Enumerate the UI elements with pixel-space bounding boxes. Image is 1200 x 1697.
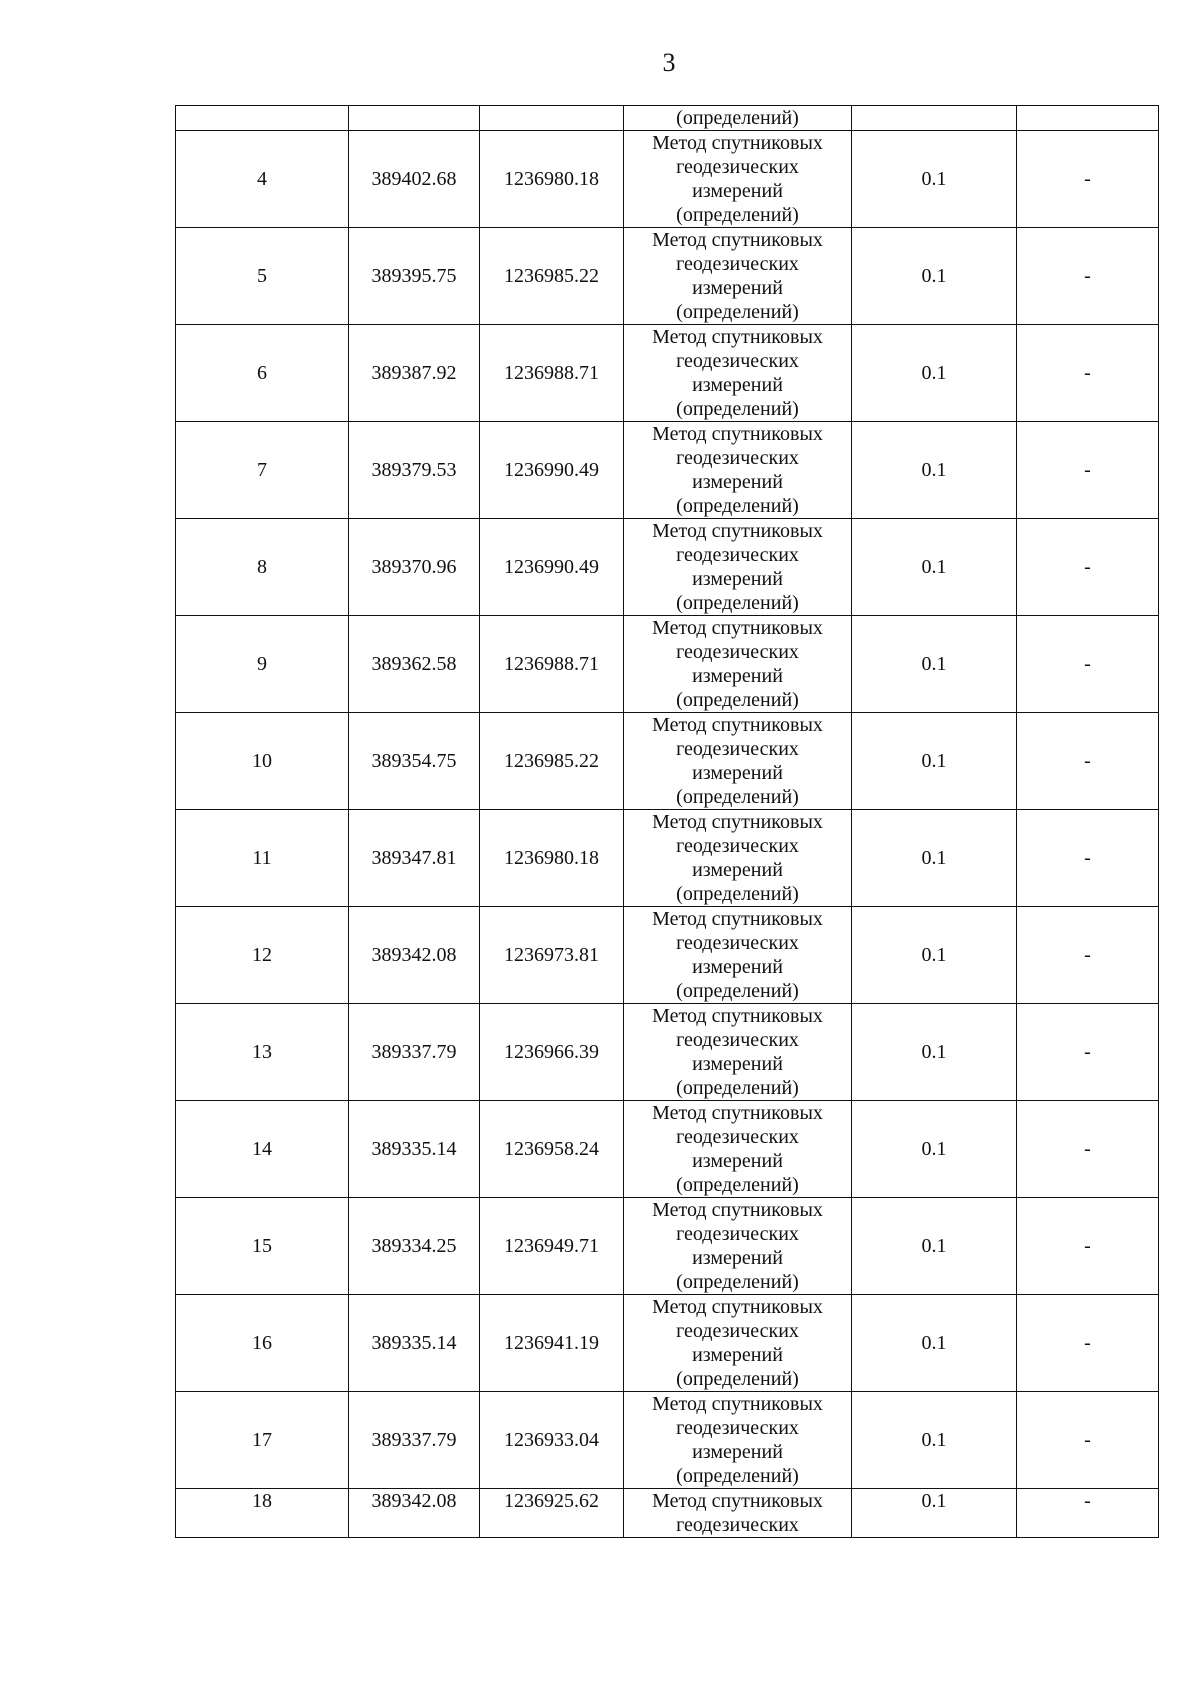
note-cell: - (1017, 228, 1159, 325)
point-cell (176, 106, 349, 131)
point-cell: 8 (176, 519, 349, 616)
method-cell: Метод спутниковых геодезических (624, 1489, 852, 1538)
note-cell: - (1017, 519, 1159, 616)
accuracy-cell: 0.1 (852, 131, 1017, 228)
x-cell: 389334.25 (349, 1198, 480, 1295)
x-cell: 389379.53 (349, 422, 480, 519)
method-cell: Метод спутниковых геодезических измерений (определений) (624, 1392, 852, 1489)
y-cell: 1236988.71 (480, 616, 624, 713)
x-cell: 389335.14 (349, 1101, 480, 1198)
accuracy-cell: 0.1 (852, 1392, 1017, 1489)
method-cell: Метод спутниковых геодезических измерений (определений) (624, 1295, 852, 1392)
y-cell: 1236941.19 (480, 1295, 624, 1392)
note-cell: - (1017, 131, 1159, 228)
point-cell: 15 (176, 1198, 349, 1295)
table-row (176, 616, 1159, 713)
accuracy-cell: 0.1 (852, 616, 1017, 713)
method-cell: Метод спутниковых геодезических измерений (определений) (624, 519, 852, 616)
accuracy-cell: 0.1 (852, 519, 1017, 616)
y-cell: 1236990.49 (480, 422, 624, 519)
x-cell: 389337.79 (349, 1004, 480, 1101)
y-cell: 1236966.39 (480, 1004, 624, 1101)
x-cell: 389387.92 (349, 325, 480, 422)
table-row (176, 1101, 1159, 1198)
note-cell: - (1017, 1392, 1159, 1489)
x-cell: 389347.81 (349, 810, 480, 907)
accuracy-cell: 0.1 (852, 810, 1017, 907)
method-cell: Метод спутниковых геодезических измерений (определений) (624, 325, 852, 422)
table-row (176, 810, 1159, 907)
note-cell: - (1017, 1198, 1159, 1295)
coordinates-table (175, 105, 1159, 1538)
point-cell: 18 (176, 1489, 349, 1538)
point-cell: 9 (176, 616, 349, 713)
y-cell: 1236988.71 (480, 325, 624, 422)
y-cell: 1236949.71 (480, 1198, 624, 1295)
y-cell: 1236985.22 (480, 228, 624, 325)
x-cell: 389370.96 (349, 519, 480, 616)
note-cell: - (1017, 422, 1159, 519)
accuracy-cell: 0.1 (852, 325, 1017, 422)
point-cell: 11 (176, 810, 349, 907)
y-cell (480, 106, 624, 131)
point-cell: 16 (176, 1295, 349, 1392)
y-cell: 1236990.49 (480, 519, 624, 616)
point-cell: 10 (176, 713, 349, 810)
x-cell: 389362.58 (349, 616, 480, 713)
method-cell: Метод спутниковых геодезических измерений (определений) (624, 131, 852, 228)
point-cell: 4 (176, 131, 349, 228)
x-cell (349, 106, 480, 131)
y-cell: 1236985.22 (480, 713, 624, 810)
method-cell: Метод спутниковых геодезических измерений (определений) (624, 1004, 852, 1101)
x-cell: 389342.08 (349, 907, 480, 1004)
x-cell: 389337.79 (349, 1392, 480, 1489)
note-cell (1017, 106, 1159, 131)
table-row (176, 1198, 1159, 1295)
accuracy-cell: 0.1 (852, 422, 1017, 519)
y-cell: 1236958.24 (480, 1101, 624, 1198)
method-cell: Метод спутниковых геодезических измерений (определений) (624, 422, 852, 519)
method-cell: Метод спутниковых геодезических измерений (определений) (624, 228, 852, 325)
x-cell: 389402.68 (349, 131, 480, 228)
table-row (176, 131, 1159, 228)
note-cell: - (1017, 616, 1159, 713)
accuracy-cell (852, 106, 1017, 131)
point-cell: 6 (176, 325, 349, 422)
point-cell: 13 (176, 1004, 349, 1101)
method-cell: Метод спутниковых геодезических измерений (определений) (624, 713, 852, 810)
method-cell: Метод спутниковых геодезических измерений (определений) (624, 616, 852, 713)
table-row (176, 1489, 1159, 1538)
accuracy-cell: 0.1 (852, 713, 1017, 810)
point-cell: 7 (176, 422, 349, 519)
note-cell: - (1017, 1101, 1159, 1198)
accuracy-cell: 0.1 (852, 1198, 1017, 1295)
table-row-continued (176, 106, 1159, 131)
note-cell: - (1017, 1489, 1159, 1538)
accuracy-cell: 0.1 (852, 228, 1017, 325)
method-cell: Метод спутниковых геодезических измерений (определений) (624, 907, 852, 1004)
table-row (176, 1392, 1159, 1489)
accuracy-cell: 0.1 (852, 1101, 1017, 1198)
point-cell: 5 (176, 228, 349, 325)
x-cell: 389342.08 (349, 1489, 480, 1538)
table-row (176, 325, 1159, 422)
table-row (176, 228, 1159, 325)
table-row (176, 1004, 1159, 1101)
note-cell: - (1017, 907, 1159, 1004)
method-cell: (определений) (624, 106, 852, 131)
table-row (176, 907, 1159, 1004)
note-cell: - (1017, 810, 1159, 907)
method-cell: Метод спутниковых геодезических измерений (определений) (624, 1101, 852, 1198)
point-cell: 14 (176, 1101, 349, 1198)
y-cell: 1236925.62 (480, 1489, 624, 1538)
page-number: 3 (662, 48, 676, 77)
table-row (176, 713, 1159, 810)
accuracy-cell: 0.1 (852, 907, 1017, 1004)
method-cell: Метод спутниковых геодезических измерений (определений) (624, 810, 852, 907)
table-row (176, 519, 1159, 616)
accuracy-cell: 0.1 (852, 1489, 1017, 1538)
note-cell: - (1017, 325, 1159, 422)
y-cell: 1236980.18 (480, 810, 624, 907)
method-cell: Метод спутниковых геодезических измерений (определений) (624, 1198, 852, 1295)
table-row (176, 422, 1159, 519)
y-cell: 1236933.04 (480, 1392, 624, 1489)
y-cell: 1236980.18 (480, 131, 624, 228)
point-cell: 17 (176, 1392, 349, 1489)
note-cell: - (1017, 713, 1159, 810)
x-cell: 389335.14 (349, 1295, 480, 1392)
table-row (176, 1295, 1159, 1392)
note-cell: - (1017, 1004, 1159, 1101)
x-cell: 389395.75 (349, 228, 480, 325)
y-cell: 1236973.81 (480, 907, 624, 1004)
accuracy-cell: 0.1 (852, 1295, 1017, 1392)
note-cell: - (1017, 1295, 1159, 1392)
x-cell: 389354.75 (349, 713, 480, 810)
point-cell: 12 (176, 907, 349, 1004)
accuracy-cell: 0.1 (852, 1004, 1017, 1101)
